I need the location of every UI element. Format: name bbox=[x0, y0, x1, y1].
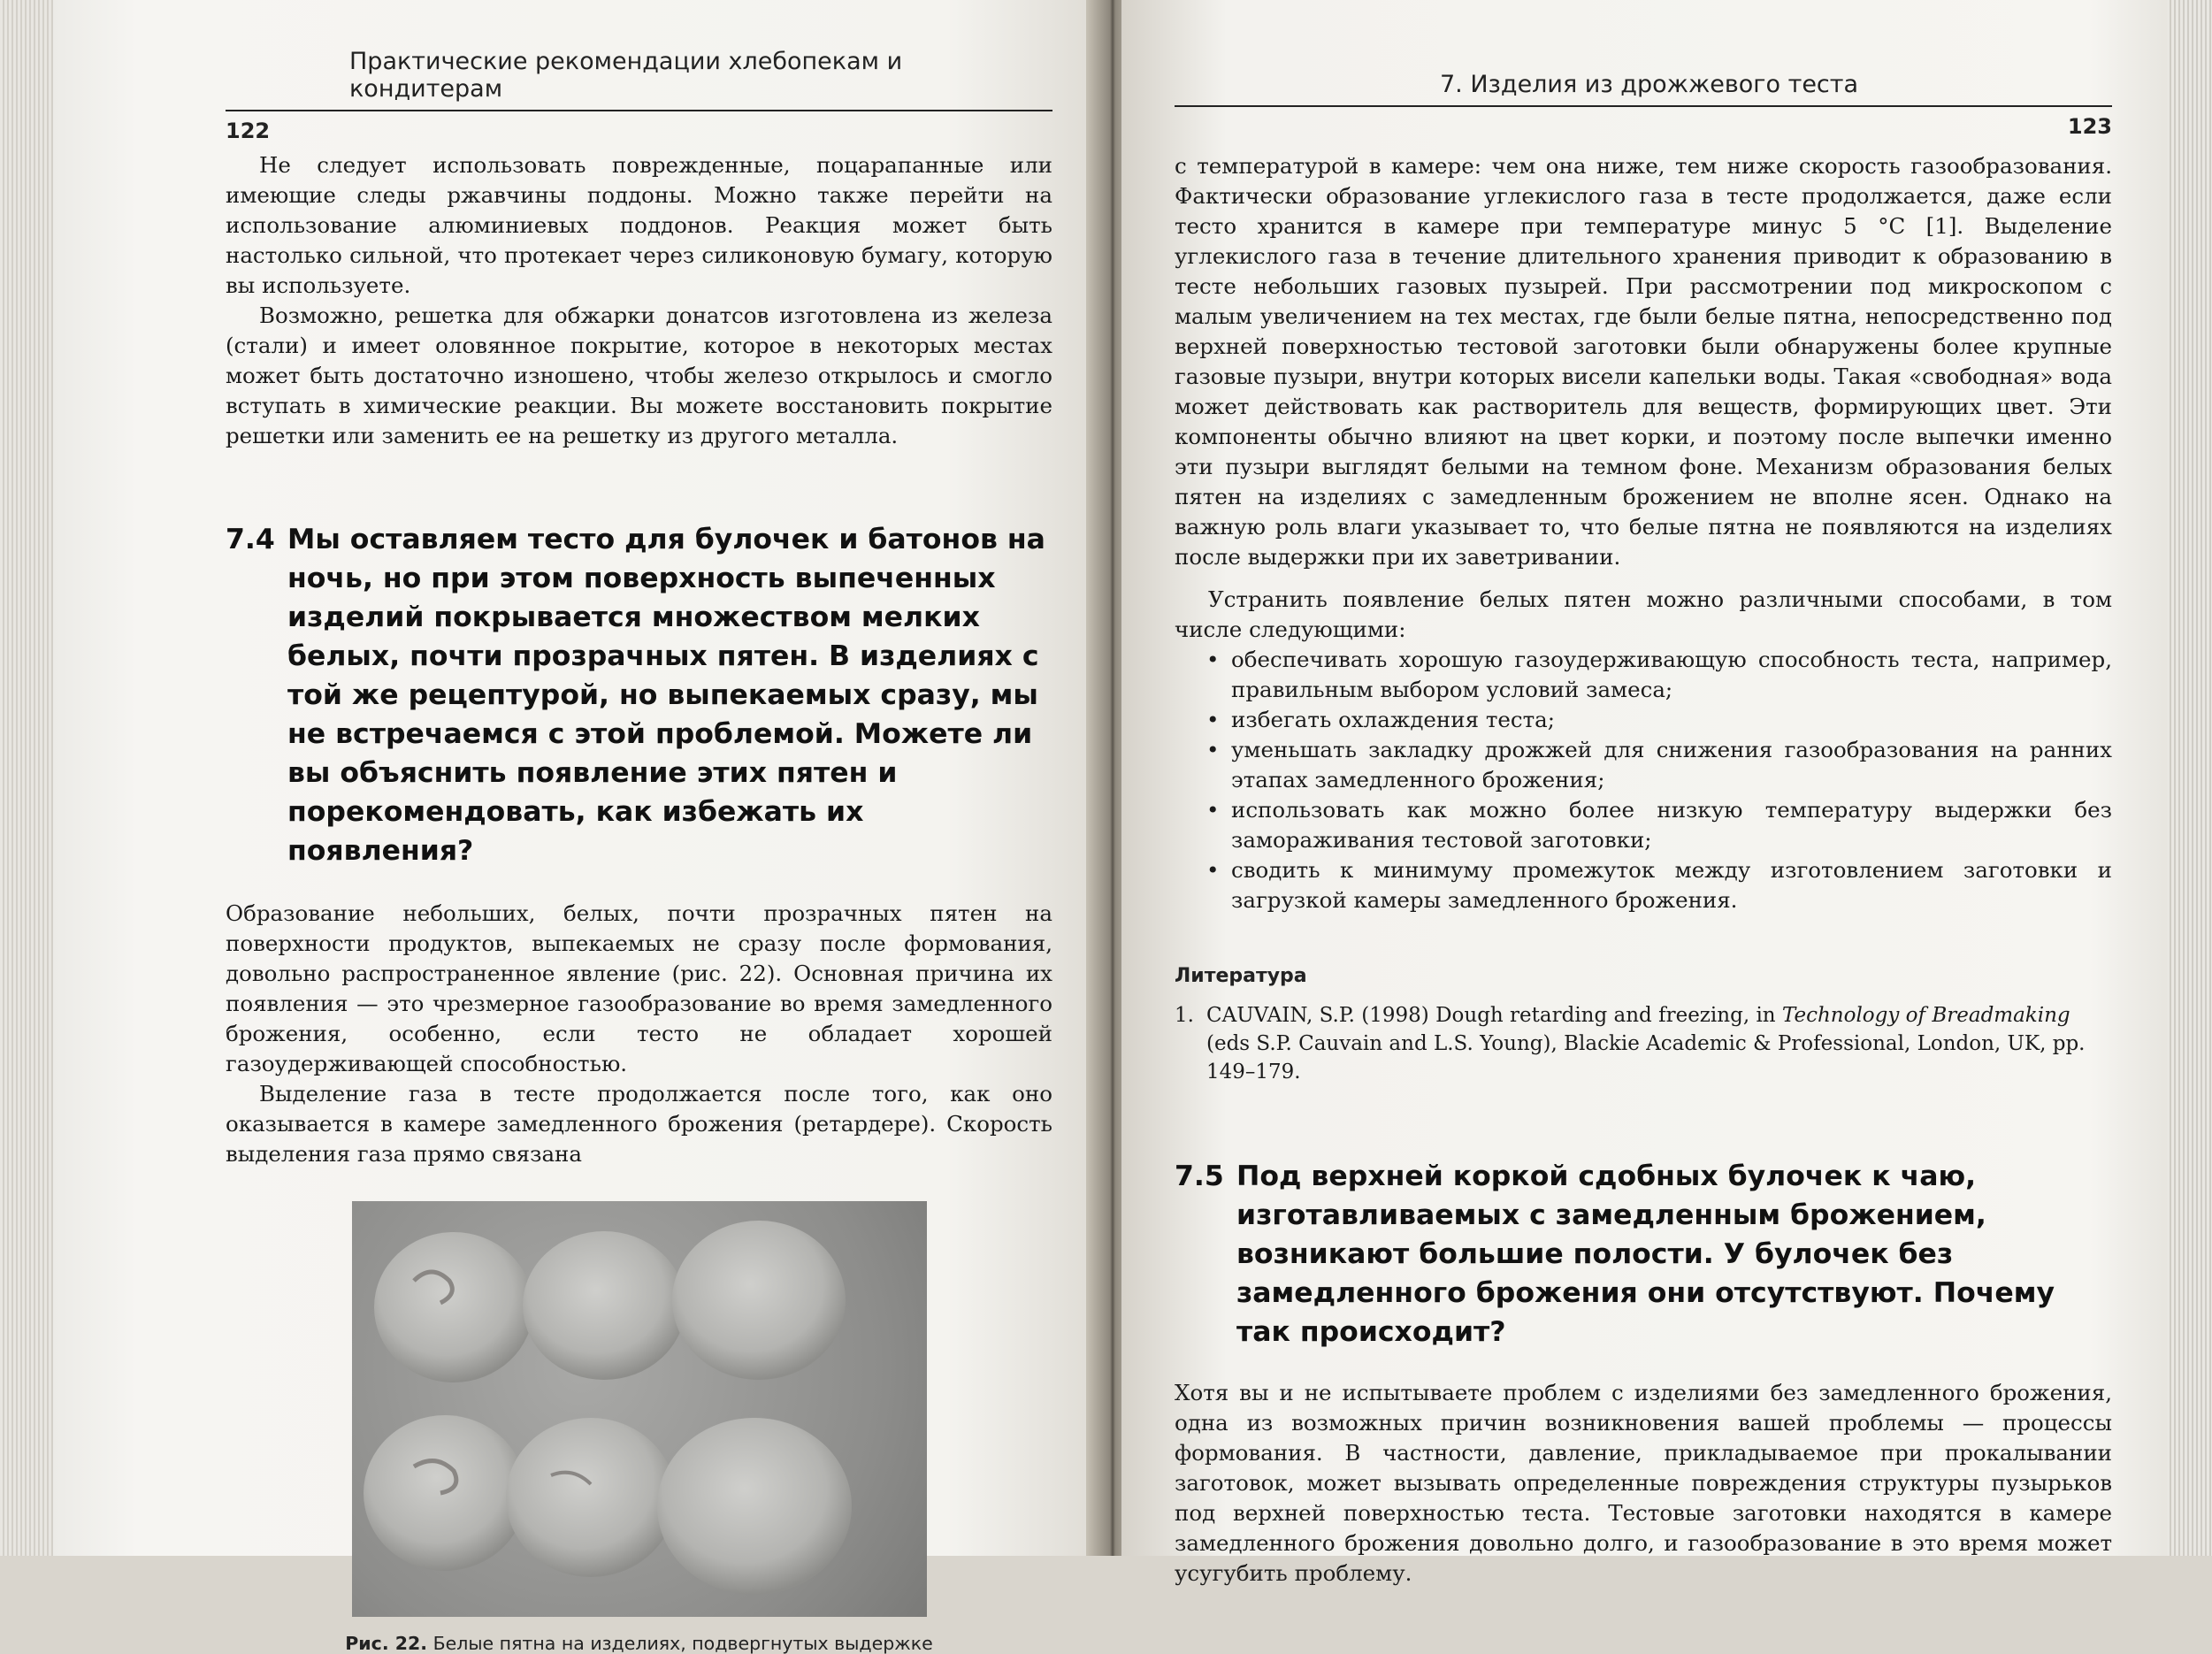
paragraph: Выделение газа в тесте продолжается после того, как оно оказывается в камере замедленного брожения (ретардере). Скорость выделения газа прямо связана bbox=[226, 1081, 1052, 1167]
literature-number: 1. bbox=[1175, 1004, 1194, 1027]
paragraph: с температурой в камере: чем она ниже, тем ниже скорость газообразования. Фактически образование углекислого газа в тесте продолжается, даже если тесто хранится в камере при температуре минус 5 °C [1]. Выделение углекислого газа в течение длительного хранения приводит к образованию в тесте небольших газовых пузырей. При рассмотрении под микроскопом с малым увеличением на тех местах, где были белые пятна, непосредственно под верхней поверхностью тестовой заготовки были обнаружены более крупные газовые пузыри, внутри которых висели капельки воды. Такая «свободная» вода может действовать как растворитель для веществ, формирующих цвет. Эти компоненты обычно влияют на цвет корки, и поэтому после выпечки именно эти пузыри выглядят белыми на темном фоне. Механизм образования белых пятен на изделиях с замедленным брожением не вполне ясен. Однако на важную роль влаги указывает то, что белые пятна не появляются на изделиях после выдержки при их заветривании. bbox=[1175, 153, 2112, 570]
right-main-text bbox=[1175, 151, 2112, 915]
left-page-number: 122 bbox=[226, 119, 271, 143]
remedies-list bbox=[1175, 645, 2112, 915]
list-item: • обеспечивать хорошую газоудерживающую способность теста, например, правильным выбором условий замеса; bbox=[1206, 645, 2112, 705]
section-number: 7.5 bbox=[1175, 1160, 1224, 1192]
left-running-title: Практические рекомендации хлебопекам и кондитерам bbox=[349, 48, 903, 103]
right-page-number: 123 bbox=[2067, 114, 2112, 139]
paragraph: Устранить появление белых пятен можно различными способами, в том числе следующими: bbox=[1175, 586, 2112, 642]
literature-section bbox=[1175, 965, 2112, 1086]
figure-caption bbox=[226, 1633, 1052, 1654]
list-item: • уменьшать закладку дрожжей для снижения газообразования на ранних этапах замедленного брожения; bbox=[1206, 735, 2112, 795]
figure-22 bbox=[226, 1201, 1052, 1654]
bun bbox=[672, 1221, 846, 1380]
paragraph: Хотя вы и не испытываете проблем с изделиями без замедленного брожения, одна из возможных причин возникновения вашей проблемы — процессы формования. В частности, давление, прикладываемое при прокалывании заготовок, может вызывать определенные повреждения структуры пузырьков под верхней поверхностью теста. Тестовые заготовки находятся в камере замедленного брожения довольно долго, и газообразование в это время может усугубить проблему. bbox=[1175, 1380, 2112, 1586]
section-question: Мы оставляем тесто для булочек и батонов на ночь, но при этом поверхность выпеченных изделий покрывается множеством мелких белых, почти прозрачных пятен. В изделиях с той же рецептурой, но выпекаемых сразу, мы не встречаемся с этой проблемой. Можете ли вы объяснить появление этих пятен и порекомендовать, как избежать их появления? bbox=[287, 524, 1045, 867]
bun bbox=[523, 1231, 685, 1380]
section-number: 7.4 bbox=[226, 524, 275, 555]
section-question: Под верхней коркой сдобных булочек к чаю, изготавливаемых с замедленным брожением, возникают большие полости. У булочек без замедленного брожения они отсутствуют. Почему так происходит? bbox=[1236, 1160, 2055, 1348]
section-7-4-heading bbox=[226, 520, 1052, 870]
paragraph: Не следует использовать поврежденные, поцарапанные или имеющие следы ржавчины поддоны. Можно также перейти на использование алюминиевых поддонов. Реакция может быть настолько сильной, что протекает через силиконовую бумагу, которую вы используете. bbox=[226, 152, 1052, 298]
right-page-edges bbox=[2167, 0, 2212, 1556]
citation-book-title: Technology of Breadmaking bbox=[1781, 1004, 2070, 1027]
bun bbox=[657, 1418, 852, 1595]
right-page bbox=[1121, 0, 2174, 1586]
paragraph: Возможно, решетка для обжарки донатсов изготовлена из железа (стали) и имеет оловянное покрытие, которое в некоторых местах может быть достаточно изношено, чтобы железо открылось и смогло вступать в химические реакции. Вы можете восстановить покрытие решетки или заменить ее на решетку из другого металла. bbox=[226, 302, 1052, 448]
section-7-5-text bbox=[1175, 1378, 2112, 1589]
bun bbox=[374, 1232, 533, 1382]
citation-text: CAUVAIN, S.P. (1998) Dough retarding and freezing, in bbox=[1206, 1004, 1782, 1027]
list-item: • избегать охлаждения теста; bbox=[1206, 705, 2112, 735]
right-running-title: 7. Изделия из дрожжевого теста bbox=[1440, 71, 1859, 98]
paragraph: Образование небольших, белых, почти прозрачных пятен на поверхности продуктов, выпекаемых не сразу после формования, довольно распространенное явление (рис. 22). Основная причина их появления — это чрезмерное газообразование во время замедленного брожения, особенно, если тесто не обладает хорошей газоудерживающей способностью. bbox=[226, 900, 1052, 1076]
right-running-head bbox=[1175, 49, 2112, 139]
buns-illustration bbox=[352, 1201, 927, 1617]
list-item: • сводить к минимуму промежуток между изготовлением заготовки и загрузкой камеры замедленного брожения. bbox=[1206, 855, 2112, 915]
literature-citation bbox=[1206, 1001, 2112, 1086]
literature-item bbox=[1175, 1001, 2112, 1086]
literature-title: Литература bbox=[1175, 965, 1307, 987]
left-page bbox=[53, 0, 1106, 1654]
left-intro-text bbox=[226, 150, 1052, 451]
citation-text: (eds S.P. Cauvain and L.S. Young), Blackie Academic & Professional, London, UK, pp. 149–179. bbox=[1206, 1032, 2086, 1084]
list-item: • использовать как можно более низкую температуру выдержки без замораживания тестовой заготовки; bbox=[1206, 795, 2112, 855]
section-7-5-heading bbox=[1175, 1157, 2112, 1352]
left-running-head bbox=[226, 48, 1052, 143]
bun bbox=[506, 1418, 676, 1577]
figure-caption-text: Белые пятна на изделиях, подвергнутых выдержке bbox=[432, 1633, 933, 1654]
section-7-4-text bbox=[226, 899, 1052, 1169]
buns-photo bbox=[352, 1201, 927, 1617]
figure-label: Рис. 22. bbox=[345, 1633, 428, 1654]
